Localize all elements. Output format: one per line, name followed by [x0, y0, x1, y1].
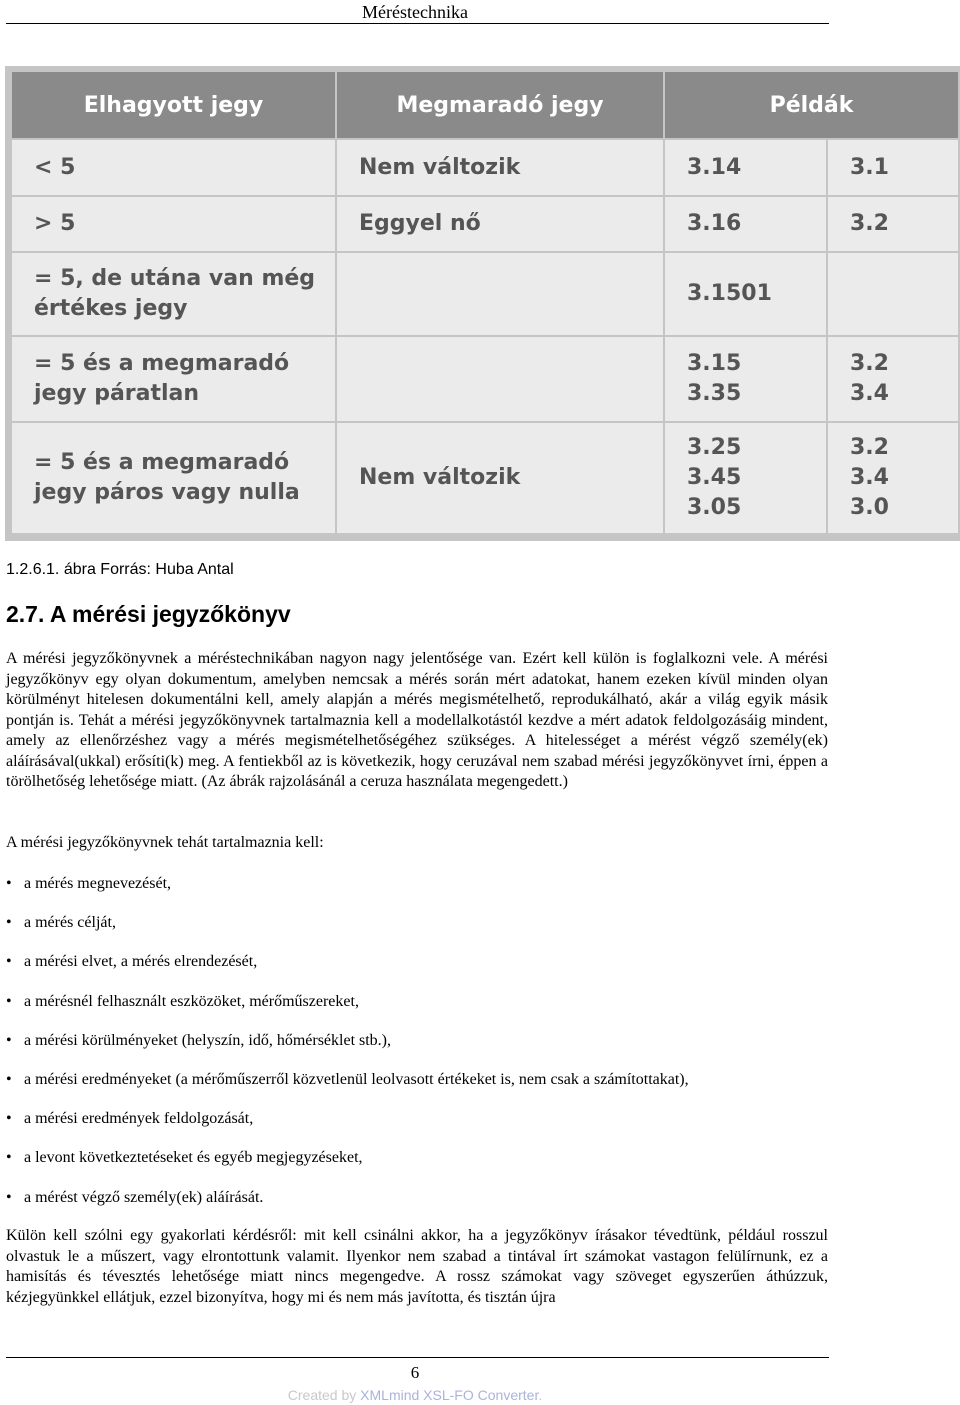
generator-credit: Created by XMLmind XSL-FO Converter.	[287, 1387, 543, 1403]
list-item: • a mérés megnevezését,	[6, 871, 828, 910]
list-item: • a mérésnél felhasznált eszközöket, mérőműszereket,	[6, 989, 828, 1028]
example-after-cell: 3.2 3.4	[828, 337, 960, 423]
bullet-icon: •	[6, 953, 12, 971]
bullet-icon: •	[6, 1188, 12, 1206]
running-header-title: Méréstechnika	[362, 2, 468, 22]
table-row	[12, 423, 960, 535]
section-heading: 2.7. A mérési jegyzőkönyv	[6, 601, 291, 627]
table-row	[12, 337, 960, 423]
bullet-icon: •	[6, 1070, 12, 1088]
rounding-rules-figure	[5, 66, 960, 541]
footer-rule	[6, 1357, 829, 1358]
table-row	[12, 253, 960, 337]
header-examples: Példák	[665, 72, 960, 140]
dropped-cell: < 5	[12, 140, 337, 197]
kept-cell: Nem változik	[337, 140, 665, 197]
rounding-rules-table	[12, 72, 960, 535]
bullet-icon: •	[6, 992, 12, 1010]
header-dropped-digit: Elhagyott jegy	[12, 72, 337, 140]
list-item: • a mérési körülményeket (helyszín, idő, hőmérséklet stb.),	[6, 1028, 828, 1067]
list-item: • a mérési eredmények feldolgozását,	[6, 1106, 828, 1145]
list-intro-paragraph: A mérési jegyzőkönyvnek tehát tartalmaznia kell:	[6, 834, 324, 851]
list-item: • a levont következtetéseket és egyéb megjegyzéseket,	[6, 1145, 828, 1184]
kept-cell	[337, 253, 665, 337]
bullet-icon: •	[6, 1110, 12, 1128]
bullet-icon: •	[6, 875, 12, 892]
dropped-cell: = 5 és a megmaradó jegy páratlan	[12, 337, 337, 423]
example-before-cell: 3.14	[665, 140, 828, 197]
example-before-cell: 3.16	[665, 197, 828, 253]
example-after-cell	[828, 253, 960, 337]
generator-link[interactable]: XMLmind XSL-FO Converter	[360, 1387, 539, 1403]
example-after-cell: 3.2	[828, 197, 960, 253]
intro-paragraph: A mérési jegyzőkönyvnek a méréstechnikában nagyon nagy jelentősége van. Ezért kell külön is foglalkozni vele. A mérési jegyzőkönyv egy olyan dokumentum, amelyben nemcsak a mérés során mért adatokat, hanem ezeken kívül minden olyan körülményt hitelesen dokumentálni kell, amely alapján a mérés megismételhető, reprodukálható, akár a világ egyik másik pontján is. Tehát a mérési jegyzőkönyvnek tartalmaznia kell a modellalkotástól kezdve a mért adatok feldolgozásáig mindent, amely az ellenőrzéshez vagy a mérés megismételhetőségéhez szükséges. A hitelességet a mérést végző személy(ek) aláírásával(ukkal) erősíti(k) meg. A fentiekből az is következik, hogy ceruzával nem szabad mérési jegyzőkönyvet írni, éppen a törölhetőség lehetősége miatt. (Az ábrák rajzolásánál a ceruza használata megengedett.)	[6, 650, 828, 790]
page-number: 6	[410, 1363, 420, 1382]
example-after-cell: 3.1	[828, 140, 960, 197]
table-row	[12, 197, 960, 253]
bullet-icon: •	[6, 914, 12, 932]
header-kept-digit: Megmaradó jegy	[337, 72, 665, 140]
kept-cell	[337, 337, 665, 423]
table-header-row	[12, 72, 960, 140]
dropped-cell: = 5, de utána van még értékes jegy	[12, 253, 337, 337]
bullet-icon: •	[6, 1031, 12, 1049]
dropped-cell: > 5	[12, 197, 337, 253]
header-rule	[6, 23, 829, 24]
kept-cell: Eggyel nő	[337, 197, 665, 253]
list-item: • a mérési elvet, a mérés elrendezését,	[6, 949, 828, 988]
dropped-cell: = 5 és a megmaradó jegy páros vagy nulla	[12, 423, 337, 535]
list-item: • a mérést végző személy(ek) aláírását.	[6, 1185, 828, 1224]
table-row	[12, 140, 960, 197]
list-item: • a mérés célját,	[6, 910, 828, 949]
required-contents-list	[6, 871, 828, 1224]
kept-cell: Nem változik	[337, 423, 665, 535]
example-after-cell: 3.2 3.4 3.0	[828, 423, 960, 535]
example-before-cell: 3.25 3.45 3.05	[665, 423, 828, 535]
example-before-cell: 3.15 3.35	[665, 337, 828, 423]
example-before-cell: 3.1501	[665, 253, 828, 337]
figure-caption: 1.2.6.1. ábra Forrás: Huba Antal	[6, 561, 234, 578]
correction-paragraph: Külön kell szólni egy gyakorlati kérdésről: mit kell csinálni akkor, ha a jegyzőkönyv írásakor tévedtünk, például rosszul olvastuk le a műszert, vagy elrontottunk valamit. Ilyenkor nem szabad a tintával írt számokat vastagon felülírnunk, ez a hamisítás és tévesztés lehetősége miatt nincs megengedve. A rossz számokat vagy szöveget egyszerűen áthúzzuk, kézjegyünkkel ellátjuk, ezzel bizonyítva, hogy mi és nem más javította, és tisztán újra	[6, 1227, 828, 1306]
bullet-icon: •	[6, 1149, 12, 1167]
list-item: • a mérési eredményeket (a mérőműszerről közvetlenül leolvasott értékeket is, nem csak a számítottakat),	[6, 1067, 828, 1106]
